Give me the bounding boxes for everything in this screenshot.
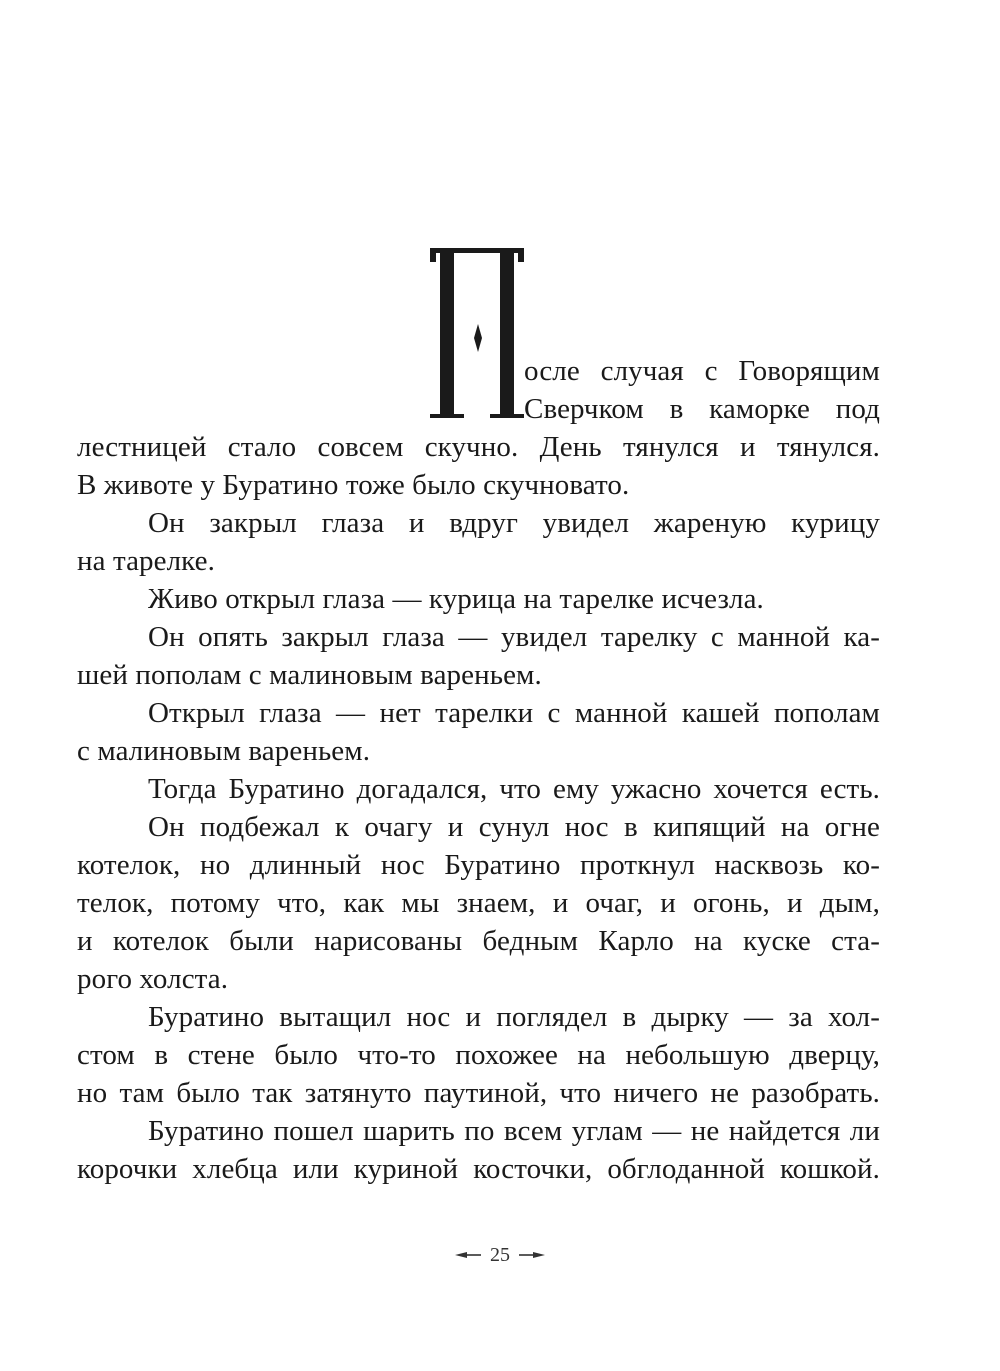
right-ornament-icon — [519, 1250, 545, 1260]
text-line: с малиновым вареньем. — [77, 735, 371, 767]
page-number-text: 25 — [490, 1244, 510, 1267]
text-line: котелок, но длинный нос Буратино проткнул насквозь ко- — [77, 849, 880, 881]
text-line: Он закрыл глаза и вдруг увидел жареную курицу — [148, 507, 880, 539]
text-line: телок, потому что, как мы знаем, и очаг, и огонь, и дым, — [77, 887, 880, 919]
text-line: рого холста. — [77, 963, 229, 995]
left-ornament-icon — [455, 1250, 481, 1260]
text-line: шей пополам с малиновым вареньем. — [77, 659, 542, 691]
text-line: Живо открыл глаза — курица на тарелке исчезла. — [148, 583, 764, 615]
diamond-ornament-icon — [474, 324, 482, 352]
text-line: и котелок были нарисованы бедным Карло на куске ста- — [77, 925, 880, 957]
text-line: Сверчком в каморке под — [524, 393, 880, 425]
text-line: корочки хлебца или куриной косточки, обглоданной кошкой. — [77, 1153, 880, 1185]
text-line: Он опять закрыл глаза — увидел тарелку с манной ка- — [148, 621, 880, 653]
text-line: В животе у Буратино тоже было скучновато. — [77, 469, 630, 501]
text-line: Он подбежал к очагу и сунул нос в кипящий на огне — [148, 811, 880, 843]
text-line: но там было так затянуто паутиной, что ничего не разобрать. — [77, 1077, 880, 1109]
text-line: лестницей стало совсем скучно. День тянулся и тянулся. — [77, 431, 880, 463]
text-line: стом в стене было что-то похожее на небольшую дверцу, — [77, 1039, 880, 1071]
text-line: Буратино вытащил нос и поглядел в дырку — за хол- — [148, 1001, 880, 1033]
text-line: Открыл глаза — нет тарелки с манной кашей пополам — [148, 697, 880, 729]
drop-cap-letter — [428, 248, 526, 418]
page-number — [0, 1242, 1000, 1266]
text-line: осле случая с Говорящим — [524, 355, 880, 387]
text-line: Буратино пошел шарить по всем углам — не найдется ли — [148, 1115, 880, 1147]
text-line: на тарелке. — [77, 545, 215, 577]
text-line: Тогда Буратино догадался, что ему ужасно хочется есть. — [148, 773, 880, 805]
